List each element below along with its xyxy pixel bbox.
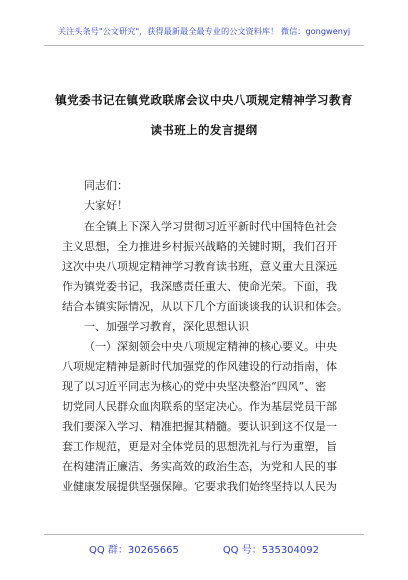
body-line: 结合本镇实际情况，从以下几个方面谈谈我的认识和体会。 (62, 300, 348, 313)
body-line: 我们要深入学习、精准把握其精髓。要认识到这不仅是一 (62, 420, 337, 433)
body-line: 切党同人民群众血肉联系的坚定决心。作为基层党员干部 (62, 400, 337, 413)
body-line: 在构建清正廉洁、务实高效的政治生态，为党和人民的事 (62, 460, 337, 473)
body-line: 业健康发展提供坚强保障。它要求我们始终坚持以人民为 (62, 480, 337, 493)
body-line: 作为镇党委书记，我深感责任重大、使命光荣。下面，我 (62, 280, 337, 293)
header-divider (44, 45, 364, 46)
body-line: 这次中央八项规定精神学习教育读书班，意义重大且深远 (62, 260, 337, 273)
footer-qq-number: QQ 号：535304092 (222, 545, 319, 556)
body-line: 套工作规范，更是对全体党员的思想洗礼与行为重塑，旨 (62, 440, 337, 453)
greeting-text: 大家好！ (84, 199, 128, 212)
footer-qq-group: QQ 群：30265665 (88, 545, 179, 556)
document-title-line-2: 读书班上的发言提纲 (150, 123, 258, 137)
body-line: 八项规定精神是新时代加强党的作风建设的行动指南，体 (62, 360, 337, 373)
footer-divider (44, 534, 364, 535)
document-title-line-1: 镇党委书记在镇党政联席会议中央八项规定精神学习教育 (55, 93, 353, 107)
salutation (62, 176, 358, 216)
header-promo-text: 关注头条号"公文研究"，获得最新最全最专业的公文资料库！ 微信：gongwenyj (57, 26, 351, 36)
document-body (62, 217, 358, 497)
body-line: 现了以习近平同志为核心的党中央坚决整治“四风”、密 (62, 380, 327, 393)
footer-contact (0, 541, 408, 556)
body-line: （一）深刻领会中央八项规定精神的核心要义。中央 (84, 340, 337, 353)
body-line: 主义思想，全力推进乡村振兴战略的关键时期，我们召开 (62, 240, 337, 253)
salutation-text: 同志们： (84, 179, 128, 192)
body-line: 一、加强学习教育，深化思想认识 (84, 320, 249, 333)
body-line: 在全镇上下深入学习贯彻习近平新时代中国特色社会 (84, 220, 337, 233)
